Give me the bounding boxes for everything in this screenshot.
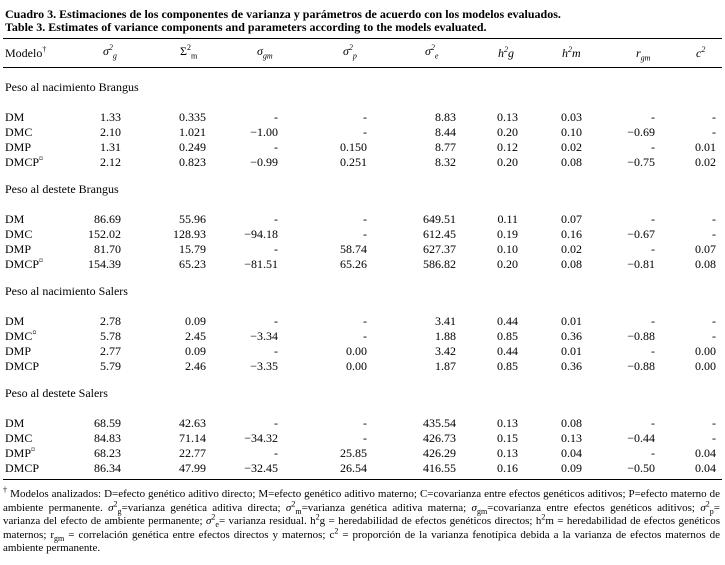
header-Sigma-m: $\Sigma^2_m$: [180, 43, 198, 61]
table-cell: 0.08: [695, 257, 716, 271]
table-cell: -: [651, 242, 655, 256]
table-cell: −0.67: [627, 227, 655, 241]
model-name: DM: [5, 416, 25, 430]
table-cell: 2.78: [100, 314, 121, 328]
bottom-rule: [3, 479, 722, 480]
table-cell: 8.32: [435, 155, 456, 169]
table-cell: 0.251: [340, 155, 367, 169]
table-cell: 0.13: [497, 416, 518, 430]
table-cell: -: [363, 125, 367, 139]
table-cell: 3.42: [435, 344, 456, 358]
table-cell: 0.335: [179, 110, 206, 124]
table-cell: 8.83: [435, 110, 456, 124]
table-cell: -: [651, 416, 655, 430]
table-cell: 0.36: [561, 329, 582, 343]
table-cell: 0.00: [695, 344, 716, 358]
table-cell: -: [363, 329, 367, 343]
table-cell: -: [712, 431, 716, 445]
table-cell: 0.09: [185, 314, 206, 328]
table-cell: 0.44: [497, 344, 518, 358]
top-rule: [3, 38, 722, 39]
table-cell: −3.34: [250, 329, 278, 343]
table-cell: 2.12: [100, 155, 121, 169]
table-cell: 0.85: [497, 359, 518, 373]
table-cell: 26.54: [340, 461, 367, 475]
table-cell: 0.00: [346, 359, 367, 373]
table-cell: 154.39: [88, 257, 121, 271]
table-cell: 0.11: [497, 212, 518, 226]
model-name: DM: [5, 212, 25, 226]
header-c2: $c^2$: [696, 45, 706, 60]
table-cell: 0.02: [561, 140, 582, 154]
table-cell: 416.55: [423, 461, 456, 475]
section-title: Peso al nacimiento Salers: [5, 284, 128, 298]
table-cell: 0.36: [561, 359, 582, 373]
table-cell: 0.00: [346, 344, 367, 358]
table-cell: 1.31: [100, 140, 121, 154]
table-cell: 0.13: [497, 446, 518, 460]
table-cell: 2.10: [100, 125, 121, 139]
table-cell: −0.75: [627, 155, 655, 169]
table-cell: 0.04: [695, 446, 716, 460]
table-cell: −0.44: [627, 431, 655, 445]
section-title: Peso al nacimiento Brangus: [5, 80, 139, 94]
table-cell: −3.35: [250, 359, 278, 373]
header-sigma-p: $\sigma^2_p$: [343, 43, 357, 61]
table-cell: 2.45: [185, 329, 206, 343]
table-cell: 1.87: [435, 359, 456, 373]
table-cell: 8.77: [435, 140, 456, 154]
table-cell: 0.13: [561, 431, 582, 445]
table-cell: 0.02: [561, 242, 582, 256]
table-cell: 0.15: [497, 431, 518, 445]
table-cell: 84.83: [94, 431, 121, 445]
model-name: DMP¤: [5, 445, 36, 460]
table-cell: 0.04: [561, 446, 582, 460]
table-cell: -: [651, 344, 655, 358]
table-cell: 3.41: [435, 314, 456, 328]
table-cell: -: [363, 431, 367, 445]
table-cell: 5.78: [100, 329, 121, 343]
table-cell: -: [363, 314, 367, 328]
table-cell: -: [274, 110, 278, 124]
table-cell: -: [274, 212, 278, 226]
table-cell: 81.70: [94, 242, 121, 256]
table-cell: 426.73: [423, 431, 456, 445]
table-cell: −0.88: [627, 329, 655, 343]
table-cell: 58.74: [340, 242, 367, 256]
table-cell: 0.08: [561, 155, 582, 169]
table-cell: 0.08: [561, 257, 582, 271]
table-cell: 15.79: [179, 242, 206, 256]
table-cell: 0.04: [695, 461, 716, 475]
table-cell: 47.99: [179, 461, 206, 475]
table-cell: 0.09: [561, 461, 582, 475]
model-name: DMC¤: [5, 328, 37, 343]
section-title: Peso al destete Brangus: [5, 182, 119, 196]
table-cell: 0.16: [497, 461, 518, 475]
table-cell: 128.93: [173, 227, 206, 241]
table-cell: 0.20: [497, 125, 518, 139]
table-cell: -: [363, 212, 367, 226]
table-cell: 5.79: [100, 359, 121, 373]
table-cell: -: [651, 212, 655, 226]
model-name: DMP: [5, 344, 32, 358]
table-cell: 0.02: [695, 155, 716, 169]
table-cell: 152.02: [88, 227, 121, 241]
table-cell: 586.82: [423, 257, 456, 271]
caption-english: Table 3. Estimates of variance components and parameters according to the models evaluated.: [5, 20, 487, 34]
model-mark: ¤: [39, 154, 44, 163]
table-cell: 2.77: [100, 344, 121, 358]
model-mark: ¤: [39, 256, 44, 265]
table-cell: -: [274, 140, 278, 154]
table-cell: −0.88: [627, 359, 655, 373]
model-name: DMC: [5, 227, 33, 241]
table-cell: -: [274, 446, 278, 460]
table-cell: 0.16: [561, 227, 582, 241]
model-name: DMC: [5, 125, 33, 139]
table-cell: −94.18: [244, 227, 278, 241]
table-cell: 435.54: [423, 416, 456, 430]
table-cell: 71.14: [179, 431, 206, 445]
table-cell: 1.33: [100, 110, 121, 124]
table-cell: 65.23: [179, 257, 206, 271]
table-cell: -: [712, 227, 716, 241]
table-cell: 25.85: [340, 446, 367, 460]
model-name: DMCP¤: [5, 154, 44, 169]
table-cell: -: [363, 227, 367, 241]
table-cell: -: [274, 344, 278, 358]
table-cell: -: [712, 416, 716, 430]
table-cell: 0.08: [561, 416, 582, 430]
table-cell: 649.51: [423, 212, 456, 226]
table-cell: -: [712, 110, 716, 124]
table-cell: 0.20: [497, 257, 518, 271]
table-cell: 0.07: [695, 242, 716, 256]
table-cell: 0.00: [695, 359, 716, 373]
table-cell: 0.823: [179, 155, 206, 169]
table-cell: 0.249: [179, 140, 206, 154]
table-cell: 0.01: [561, 344, 582, 358]
model-mark: ¤: [31, 445, 36, 454]
table-cell: 0.20: [497, 155, 518, 169]
model-name: DMP: [5, 140, 32, 154]
table-cell: -: [274, 242, 278, 256]
table-cell: −0.50: [627, 461, 655, 475]
model-name: DM: [5, 314, 25, 328]
header-rgm: $r_{gm}$: [636, 46, 651, 63]
table-cell: -: [363, 110, 367, 124]
model-name: DMP: [5, 242, 32, 256]
table-cell: -: [651, 110, 655, 124]
table-cell: -: [651, 446, 655, 460]
table-cell: 86.34: [94, 461, 121, 475]
table-cell: 2.46: [185, 359, 206, 373]
model-mark: ¤: [32, 328, 37, 337]
table-cell: −0.99: [250, 155, 278, 169]
table-cell: -: [274, 416, 278, 430]
table-cell: 0.01: [695, 140, 716, 154]
table-cell: 0.10: [497, 242, 518, 256]
table-cell: 0.07: [561, 212, 582, 226]
table-cell: 55.96: [179, 212, 206, 226]
header-h2m: $h^2m$: [562, 45, 581, 60]
table-cell: −1.00: [250, 125, 278, 139]
model-name: DMCP¤: [5, 256, 44, 271]
table-cell: −81.51: [244, 257, 278, 271]
footnote: † Modelos analizados: D=efecto genético aditivo directo; M=efecto genético aditivo materno; C=covarianza entre efectos genéticos aditivos; P=efecto materno de ambiente permanente. $\sigma^2_g=varianza$ genética aditiva directa; $\sigma^2_m=varianza$ genética aditiva materna; $\sigma_{gm}=covarianza$ entre efectos genéticos aditivos; $\sigma^2_p=$ varianza del efecto de ambiente permanente; $\sigma^2_e=$ varianza residual. $h^2g$ = heredabilidad de efectos genéticos directos; $h^2m$ = heredabilidad de efectos genéticos maternos; $r_{gm}$ = correlación genética entre efectos directos y maternos; $c^2$ = proporción de la varianza fenotípica debida a la varianza de efectos maternos de ambiente permanente.: [3, 485, 721, 554]
table-cell: 0.13: [497, 110, 518, 124]
table-cell: 426.29: [423, 446, 456, 460]
table-cell: 68.59: [94, 416, 121, 430]
model-name: DMCP: [5, 461, 40, 475]
header-sigma-gm: $\sigma_{gm}$: [257, 44, 273, 61]
table-cell: 1.021: [179, 125, 206, 139]
table-cell: 0.12: [497, 140, 518, 154]
table-cell: 0.01: [561, 314, 582, 328]
table-cell: −34.32: [244, 431, 278, 445]
model-name: DMCP: [5, 359, 40, 373]
header-sigma-g: $\sigma^2_g$: [103, 43, 117, 61]
table-cell: 22.77: [179, 446, 206, 460]
table-cell: 0.19: [497, 227, 518, 241]
table-cell: −0.81: [627, 257, 655, 271]
table-cell: 8.44: [435, 125, 456, 139]
table-cell: 86.69: [94, 212, 121, 226]
table-cell: −0.69: [627, 125, 655, 139]
header-modelo: Modelo†: [5, 45, 47, 60]
table-cell: -: [712, 314, 716, 328]
table-cell: 42.63: [179, 416, 206, 430]
table-cell: 0.85: [497, 329, 518, 343]
table-cell: 65.26: [340, 257, 367, 271]
table-cell: -: [712, 212, 716, 226]
table-cell: 612.45: [423, 227, 456, 241]
table-cell: -: [651, 140, 655, 154]
table-cell: 1.88: [435, 329, 456, 343]
table-cell: −32.45: [244, 461, 278, 475]
table-cell: -: [712, 329, 716, 343]
table-cell: -: [712, 125, 716, 139]
header-sigma-e: $\sigma^2_e$: [425, 43, 439, 61]
table-cell: 0.03: [561, 110, 582, 124]
table-cell: 0.10: [561, 125, 582, 139]
section-title: Peso al destete Salers: [5, 386, 108, 400]
table-cell: 0.09: [185, 344, 206, 358]
table-cell: -: [274, 314, 278, 328]
model-name: DM: [5, 110, 25, 124]
header-rule: [3, 67, 722, 68]
header-h2g: $h^2g$: [498, 45, 514, 60]
table-cell: 0.150: [340, 140, 367, 154]
table-cell: 627.37: [423, 242, 456, 256]
table-cell: -: [363, 416, 367, 430]
table-cell: 0.44: [497, 314, 518, 328]
caption-spanish: Cuadro 3. Estimaciones de los componentes de varianza y parámetros de acuerdo con los modelos evaluados.: [5, 7, 561, 21]
table-cell: 68.23: [94, 446, 121, 460]
model-name: DMC: [5, 431, 33, 445]
table-cell: -: [651, 314, 655, 328]
